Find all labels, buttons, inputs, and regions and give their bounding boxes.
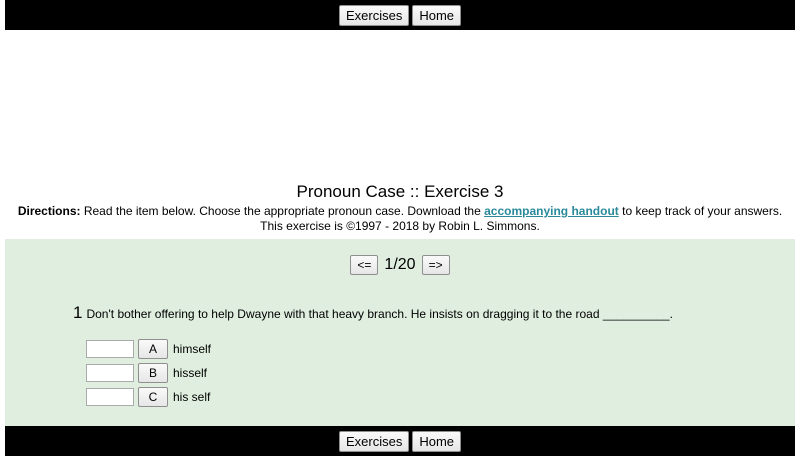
answer-input-a[interactable] [86, 340, 134, 358]
answer-list [86, 337, 211, 409]
page-title: Pronoun Case :: Exercise 3 [296, 182, 504, 201]
exercise-panel [5, 239, 795, 426]
answer-button-b[interactable]: B [138, 363, 168, 383]
answer-button-a[interactable]: A [138, 339, 168, 359]
answer-text-a: himself [173, 342, 212, 356]
answer-row-b [86, 361, 211, 385]
next-button[interactable]: => [422, 255, 450, 275]
question [73, 303, 673, 323]
directions-label: Directions: [17, 204, 81, 218]
answer-row-c [86, 385, 211, 409]
answer-input-b[interactable] [86, 364, 134, 382]
bottom-nav-bar [5, 426, 795, 456]
question-counter: 1/20 [384, 256, 416, 273]
answer-input-c[interactable] [86, 388, 134, 406]
answer-text-c: his self [173, 390, 211, 404]
home-button-bottom[interactable]: Home [412, 431, 461, 452]
directions [0, 204, 800, 233]
handout-link[interactable]: accompanying handout [484, 204, 619, 218]
directions-text: Read the item below. Choose the appropriate pronoun case. Download the [80, 204, 485, 218]
copyright-text: This exercise is ©1997 - 2018 by Robin L. Simmons. [260, 218, 540, 233]
home-button[interactable]: Home [412, 5, 461, 26]
top-nav-bar [5, 0, 795, 30]
exercises-button-bottom[interactable]: Exercises [339, 431, 409, 452]
directions-text-end: to keep track of your answers. [618, 204, 783, 218]
answer-row-a [86, 337, 211, 361]
pager [5, 255, 795, 275]
question-number: 1 [73, 303, 83, 322]
answer-text-b: hisself [173, 366, 208, 380]
exercises-button[interactable]: Exercises [339, 5, 409, 26]
answer-button-c[interactable]: C [138, 387, 168, 407]
question-text: Don't bother offering to help Dwayne with that heavy branch. He insists on dragging it to the road __________. [86, 307, 673, 321]
prev-button[interactable]: <= [350, 255, 378, 275]
